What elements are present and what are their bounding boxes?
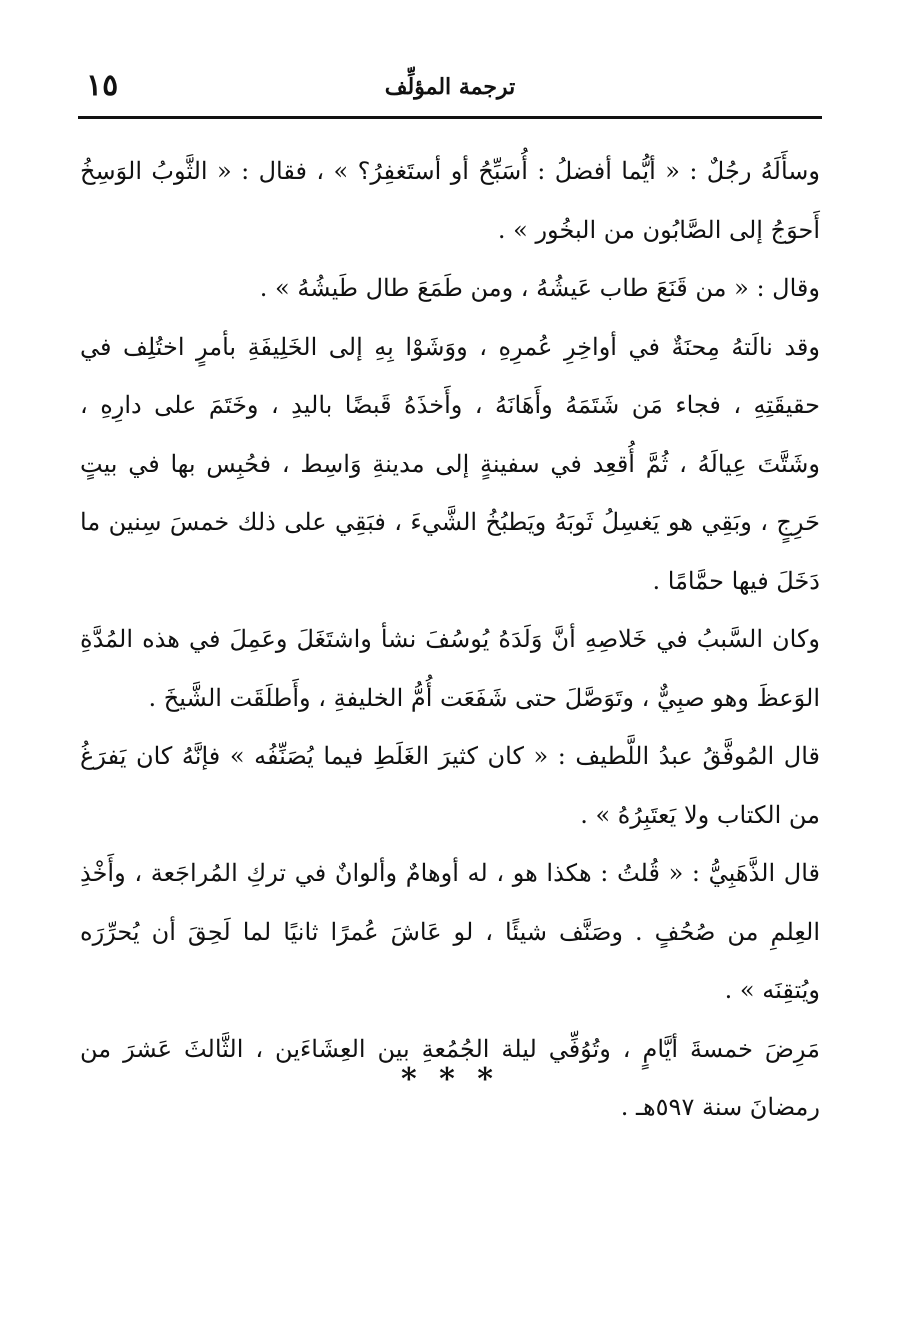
header-title: ترجمة المؤلِّف	[384, 74, 516, 100]
paragraph-6: قال الذَّهَبِيُّ : « قُلتُ : هكذا هو ، له أوهامٌ وألوانٌ في تركِ المُراجَعة ، وأَخْذِ العِلمِ من صُحُفٍ . وصَنَّف شيئًا ، لو عَاشَ عُمرًا ثانيًا لما لَحِقَ أن يُحرِّرَه ويُتقِنَه » .	[80, 859, 820, 1004]
paragraph-5: قال المُوفَّقُ عبدُ اللَّطيف : « كان كثيرَ الغَلَطِ فيما يُصَنِّفُه » فإنَّهُ كان يَفرَغُ من الكتاب ولا يَعتَبِرُهُ » .	[80, 742, 820, 829]
paragraph-4: وكان السَّببُ في خَلاصِهِ أنَّ وَلَدَهُ يُوسُفَ نشأ واشتَغَلَ وعَمِلَ في هذه المُدَّةِ الوَعظَ وهو صبِيٌّ ، وتَوَصَّلَ حتى شَفَعَت أُمُّ الخليفةِ ، وأَطلَقَت الشَّيخَ .	[80, 625, 820, 712]
page-number: ١٥	[86, 68, 119, 103]
paragraph-3: وقد نالَتهُ مِحنَةٌ في أواخِرِ عُمرِهِ ، ووَشَوْا بِهِ إلى الخَلِيفَةِ بأمرٍ اختُلِف في حقيقَتِهِ ، فجاء مَن شَتَمَهُ وأَهَانَهُ ، وأَخذَهُ قَبضًا باليدِ ، وخَتَمَ على دارِهِ ، وشَتَّتَ عِيالَهُ ، ثُمَّ أُقعِد في سفينةٍ إلى مدينةِ وَاسِط ، فحُبِس بها في بيتٍ حَرِجٍ ، وبَقِي هو يَغسِلُ ثَوبَهُ ويَطبُخُ الشَّيءَ ، فبَقِي على ذلك خمسَ سِنين ما دَخَلَ فيها حمَّامًا .	[80, 332, 820, 595]
paragraph-2: وقال : « من قَنَعَ طاب عَيشُهُ ، ومن طَمَعَ طال طَيشُهُ » .	[259, 274, 820, 302]
section-ornament: * * *	[401, 1062, 499, 1097]
paragraph-7: مَرِضَ خمسةَ أيَّامٍ ، وتُوُفِّي ليلة الجُمُعةِ بين العِشَاءَين ، الثَّالثَ عَشرَ من رمضانَ سنة ٥٩٧هـ .	[80, 1034, 820, 1121]
paragraph-1: وسأَلَهُ رجُلٌ : « أيُّما أفضلُ : أُسَبِّحُ أو أستَغفِرُ؟ » ، فقال : « الثَّوبُ الوَسِخُ أَحوَجُ إلى الصَّابُون من البخُور » .	[80, 157, 820, 244]
header-rule	[78, 116, 822, 119]
running-header	[78, 60, 822, 116]
body-text	[80, 142, 820, 1137]
